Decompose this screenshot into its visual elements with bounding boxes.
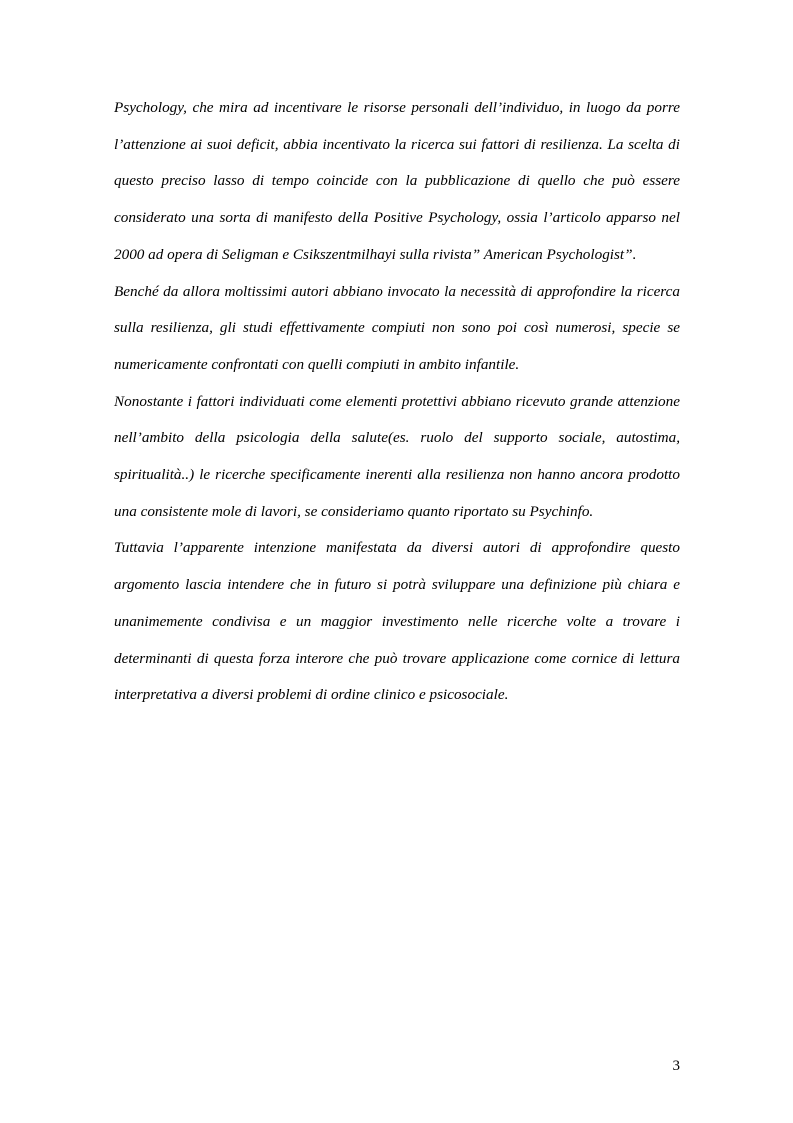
body-text	[114, 90, 680, 714]
page-number: 3	[672, 1058, 680, 1074]
paragraph-4: Tuttavia l’apparente intenzione manifestata da diversi autori di approfondire questo argomento lascia intendere che in futuro si potrà sviluppare una definizione più chiara e unanimemente condivisa e un maggior investimento nelle ricerche volte a trovare i determinanti di questa forza interore che può trovare applicazione come cornice di lettura interpretativa a diversi problemi di ordine clinico e psicosociale.	[114, 539, 680, 704]
paragraph-2: Benché da allora moltissimi autori abbiano invocato la necessità di approfondire la ricerca sulla resilienza, gli studi effettivamente compiuti non sono poi così numerosi, specie se numericamente confrontati con quelli compiuti in ambito infantile.	[114, 282, 680, 373]
paragraph-3: Nonostante i fattori individuati come elementi protettivi abbiano ricevuto grande attenzione nell’ambito della psicologia della salute(es. ruolo del supporto sociale, autostima, spiritualità..) le ricerche specificamente inerenti alla resilienza non hanno ancora prodotto una consistente mole di lavori, se consideriamo quanto riportato su Psychinfo.	[114, 392, 680, 520]
paragraph-1: Psychology, che mira ad incentivare le risorse personali dell’individuo, in luogo da porre l’attenzione ai suoi deficit, abbia incentivato la ricerca sui fattori di resilienza. La scelta di questo preciso lasso di tempo coincide con la pubblicazione di quello che può essere considerato una sorta di manifesto della Positive Psychology, ossia l’articolo apparso nel 2000 ad opera di Seligman e Csikszentmilhayi sulla rivista” American Psychologist”.	[114, 99, 680, 263]
